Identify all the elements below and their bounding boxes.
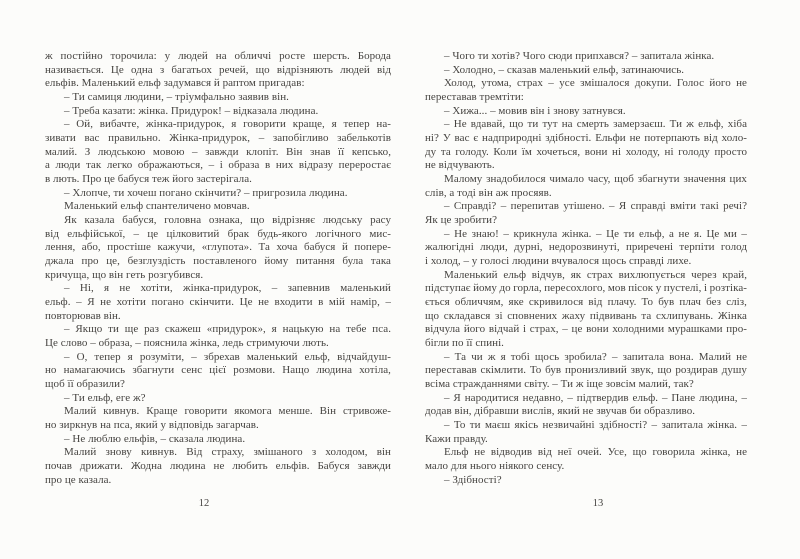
text-line: кричуща, що він геть розгубився.	[45, 268, 204, 281]
text-line: ду та голоду. Коли їм хочеться, вони ні холоду, ні голоду просто	[425, 145, 747, 158]
text-line: не відчувають.	[425, 159, 495, 172]
text-line: – Треба казати: жінка. Придурок! – відказала людина.	[64, 104, 319, 117]
text-line: Маленький ельф спантеличено мовчав.	[64, 200, 250, 213]
text-line: Кажи правду.	[425, 432, 488, 445]
text-line: – Хлопче, ти хочеш погано скінчити? – пригрозила людина.	[64, 186, 348, 199]
text-line: підступає йому до горла, пересохлого, мов пісок у пустелі, і розтіка-	[425, 282, 747, 295]
text-line: – О, тепер я розуміти, – збрехав маленький ельф, відчайдуш-	[64, 350, 391, 363]
text-line: – Я народитися недавно, – підтвердив ельф. – Пане людина, –	[444, 391, 747, 404]
text-line: – Ні, я не хотіти, жінка-придурок, – запевнив маленький	[64, 282, 391, 295]
text-line: що складався зі сповнених жаху підвивань та схлипувань. Жінка	[425, 309, 747, 322]
text-line: мало для нього ніякого сенсу.	[425, 460, 565, 473]
text-line: – Хижа... – мовив він і знову затнувся.	[444, 104, 626, 117]
text-line: – Ти самиця людини, – тріумфально заявив він.	[64, 91, 289, 104]
text-line: малий. З людською мовою – завжди клопіт. Він знав її кепсько,	[45, 145, 391, 158]
text-line: – Холодно, – сказав маленький ельф, затинаючись.	[444, 63, 685, 76]
text-line: джала про це, безглуздість поставленого йому питання була така	[45, 255, 391, 268]
text-line: – Не вдавай, що ти тут на смерть замерзаєш. Ти ж ельф, хіба	[444, 118, 747, 131]
text-line: щоб її образили?	[45, 378, 125, 391]
page-number-left: 12	[198, 498, 210, 509]
text-line: називається. Це одна з багатьох речей, що відрізняють людей від	[45, 63, 391, 76]
text-line: слів, а тоді він аж просяяв.	[425, 186, 552, 199]
text-line: – Та чи ж я тобі щось зробила? – запитала вона. Малий не	[444, 350, 747, 363]
text-line: – Не люблю ельфів, – сказала людина.	[64, 432, 246, 445]
text-line: повторював він.	[45, 309, 121, 322]
page-left-text-block	[45, 50, 391, 488]
text-line: жалюгідні люди, дурні, недорозвинуті, приречені терпіти голод	[425, 241, 747, 254]
text-line: і холод, – у голосі людини вчувалося щось справді лихе.	[425, 255, 692, 268]
text-line: Малий знову кивнув. Від страху, змішаного з холодом, він	[64, 446, 391, 459]
text-line: в лють. Про це бабуся теж його застерігала.	[45, 173, 252, 186]
text-line: від ельфійської, – це цілковитий брак будь-якого логічного мис-	[45, 227, 391, 240]
text-line: – Здібності?	[444, 473, 502, 486]
text-line: ельф. – Я не хотіти погано скінчити. Це не входити в мій намір, –	[45, 296, 391, 309]
text-line: Як казала бабуся, головна ознака, що відрізняє людську расу	[64, 214, 391, 227]
text-line: Малий кивнув. Краще говорити якомога менше. Він стривоже-	[64, 405, 391, 418]
text-line: – Якщо ти ще раз скажеш «придурок», я нацькую на тебе пса.	[64, 323, 391, 336]
page-number-right: 13	[592, 498, 604, 509]
text-line: бігли по її спині.	[425, 337, 504, 350]
text-line: Ельф не відводив від неї очей. Усе, що говорила жінка, не	[444, 446, 747, 459]
text-line: Це слово – образа, – пояснила жінка, ледь стримуючи лють.	[45, 337, 329, 350]
text-line: но зиркнув на пса, який у відповідь загарчав.	[45, 419, 259, 432]
text-line: а люди так легко ображаються, – і образа в них відразу переростає	[45, 159, 391, 172]
text-line: ж постійно торочила: у людей на обличчі росте шерсть. Борода	[45, 50, 391, 62]
text-line: – То ти маєш якісь незвичайні здібності? – запитала жінка. –	[444, 419, 747, 432]
text-line: Малому знадобилося чимало часу, щоб збагнути значення цих	[444, 173, 747, 186]
text-line: – Чого ти хотів? Чого сюди припхався? – запитала жінка.	[444, 50, 715, 62]
text-line: додав він, дібравши вислів, який не звучав би образливо.	[425, 405, 696, 418]
text-line: но намагаючись збагнути сенс цієї розмови. Нащо людина хотіла,	[45, 364, 391, 377]
text-line: про це казала.	[45, 473, 112, 486]
text-line: Маленький ельф відчув, як страх вихлюпується через край,	[444, 268, 747, 281]
page-right-text-block	[425, 50, 747, 488]
text-line: переставав скімлити. То був пронизливий звук, що роздирав душу	[425, 364, 747, 377]
text-line: лення, або, простіше кажучи, «глупота». Та хоча бабуся й попере-	[45, 241, 391, 254]
text-line: Холод, утома, страх – усе змішалося докупи. Голос його не	[444, 77, 747, 90]
text-line: – Ти ельф, еге ж?	[64, 391, 146, 404]
text-line: Як це зробити?	[425, 214, 498, 227]
text-line: ельфів. Маленький ельф задумався й раптом пригадав:	[45, 77, 305, 90]
text-line: – Справді? – перепитав утішено. – Я справді вміти такі речі?	[444, 200, 747, 213]
text-line: переставав тремтіти:	[425, 91, 524, 104]
text-line: відчула його відчай і страх, – це вони холодними мурашками про-	[425, 323, 747, 336]
text-line: зивати вас правильно. Жінка-придурок, – запобігливо забелькотів	[45, 132, 391, 145]
text-line: ні? У вас є надприродні здібності. Ельфи не потерпають від холо-	[425, 132, 747, 145]
text-line: почав дрижати. Жодна людина не любить ельфів. Бабуся завжди	[45, 460, 391, 473]
text-line: – Ой, вибачте, жінка-придурок, я говорити краще, я тепер на-	[64, 118, 391, 131]
text-line: всіма стражданнями світу. – Ти ж іще зовсім малий, так?	[425, 378, 694, 391]
text-line: – Не знаю! – крикнула жінка. – Це ти ельф, а не я. Це ми –	[444, 227, 747, 240]
text-line: ється обличчям, яке скривилося від плачу. То був плач без сліз,	[425, 296, 747, 309]
